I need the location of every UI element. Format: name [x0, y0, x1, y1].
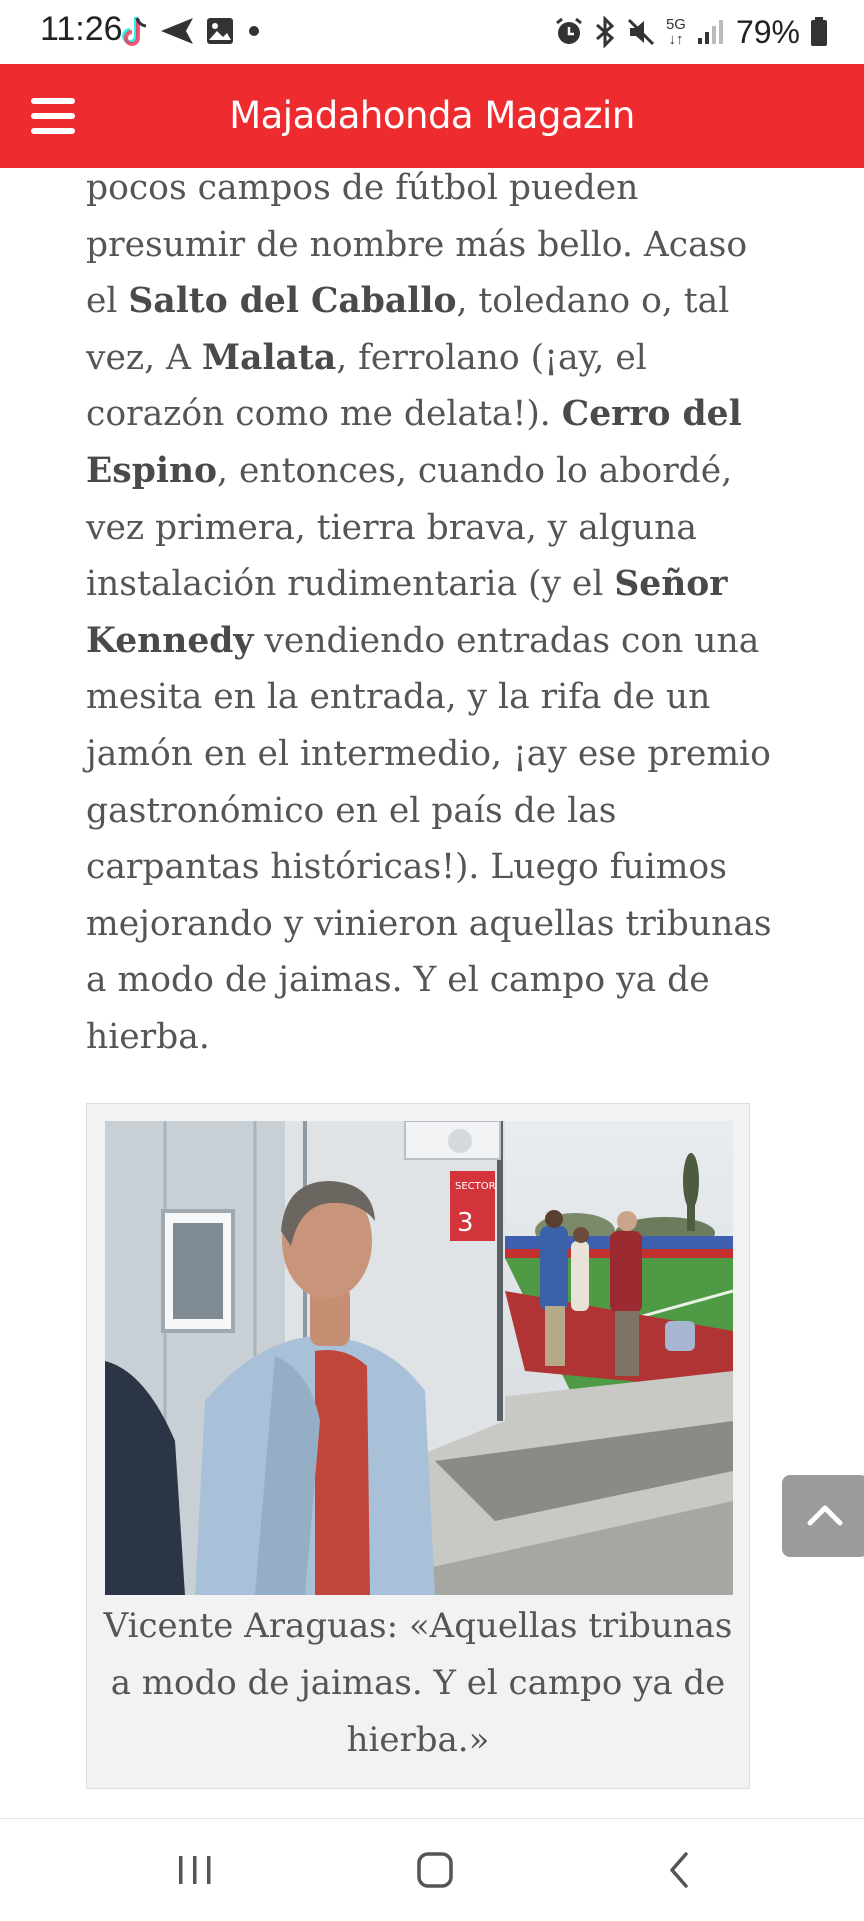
article-figure: [86, 1103, 750, 1789]
send-icon: [160, 16, 194, 46]
text-segment: vendiendo entradas con una mesita en la entrada, y la rifa de un jamón en el intermedio, ¡ay ese premio gastronómico en el país de las carpantas históricas!). Luego fuimos mejorando y vinieron aquellas tribunas a modo de jaimas. Y el campo ya de hierba.: [86, 620, 772, 1057]
sign-text: SECTOR: [455, 1181, 496, 1192]
bold-place-name: Cerro del Espino: [86, 394, 742, 491]
back-icon: [664, 1850, 694, 1890]
text-segment: , ferrolano (¡ay, el corazón como me delata!).: [86, 337, 647, 435]
scroll-to-top-button[interactable]: [782, 1475, 864, 1557]
recent-apps-button[interactable]: [150, 1819, 240, 1921]
status-bar: [0, 0, 864, 64]
text-segment: , toledano o, tal vez, A: [86, 281, 730, 378]
battery-icon: [810, 17, 828, 47]
chevron-up-icon: [782, 1475, 864, 1557]
site-title[interactable]: Majadahonda Magazin: [229, 94, 635, 137]
bold-place-name: Salto del Caballo: [128, 281, 457, 322]
bold-place-name: Malata: [201, 337, 337, 378]
figure-caption: Vicente Araguas: «Aquellas tribunas a modo de jaimas. Y el campo ya de hierba.»: [103, 1606, 733, 1760]
bold-person-name: Señor Kennedy: [86, 564, 728, 661]
bluetooth-icon: [594, 16, 616, 48]
recent-apps-icon: [175, 1853, 215, 1887]
mute-icon: [626, 17, 656, 47]
battery-percent: 79%: [735, 13, 800, 50]
home-icon: [415, 1850, 455, 1890]
article-body: [86, 160, 786, 1066]
back-button[interactable]: [634, 1819, 724, 1921]
text-segment: , entonces, cuando lo abordé, vez primera, tierra brava, y alguna instalación rudimentaria (y el: [86, 450, 733, 605]
dot-icon: [246, 23, 262, 39]
system-navigation-bar: [0, 1818, 864, 1921]
home-button[interactable]: [390, 1819, 480, 1921]
alarm-icon: [554, 17, 584, 47]
app-header: [0, 64, 864, 168]
tiktok-icon: [122, 15, 148, 47]
network-type-icon: 5G ↓↑: [665, 16, 686, 48]
status-time: 11:26: [40, 10, 123, 48]
network-label: 5G: [665, 16, 686, 33]
article-paragraph: [86, 160, 786, 1066]
sign-number: 3: [457, 1208, 474, 1238]
article-photo[interactable]: [105, 1121, 733, 1595]
text-segment: pocos campos de fútbol pueden presumir de nombre más bello. Acaso el: [86, 168, 748, 322]
image-icon: [206, 17, 234, 45]
signal-icon: [696, 18, 726, 46]
